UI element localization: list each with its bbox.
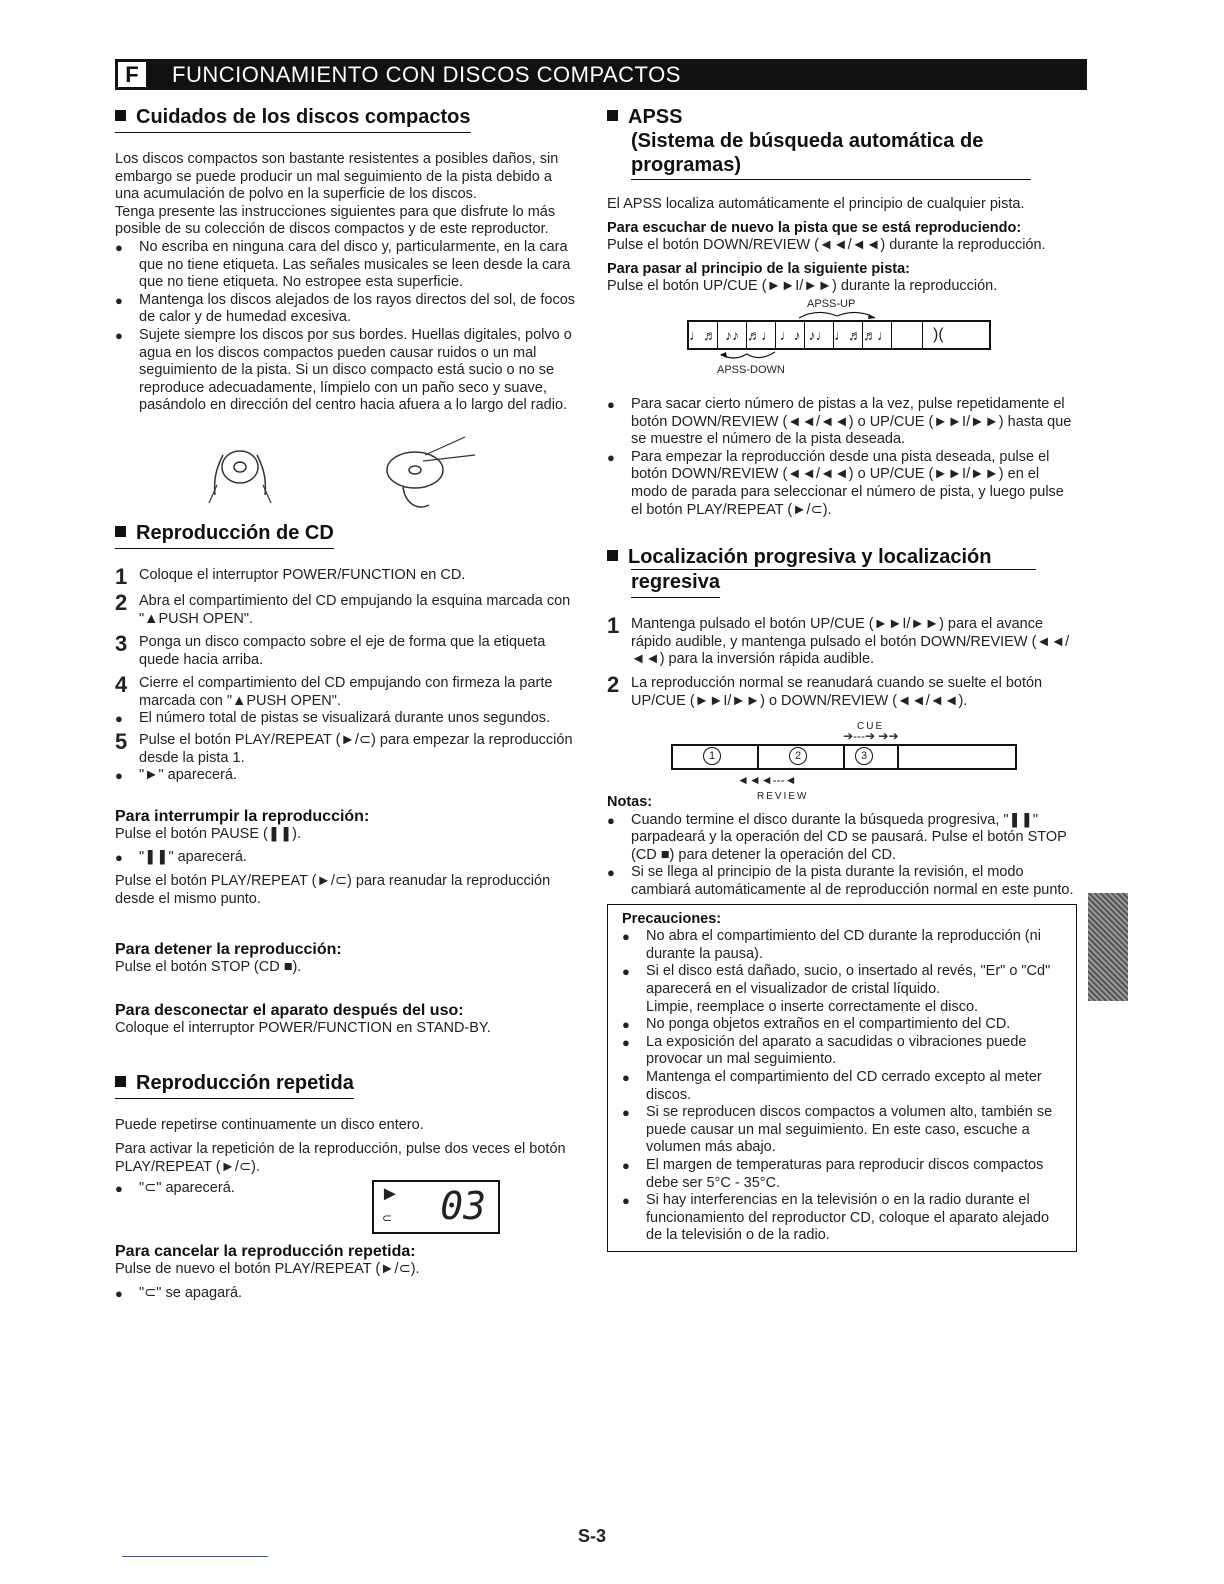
care-heading: Cuidados de los discos compactos — [115, 105, 471, 133]
list-item: ● La exposición del aparato a sacudidas o vibraciones puede provocar un mal seguimiento. — [622, 1033, 1027, 1068]
bullet-icon: ● — [622, 1034, 630, 1050]
stop-heading: Para detener la reproducción: — [115, 941, 342, 959]
cancel-repeat-line: Pulse de nuevo el botón PLAY/REPEAT (►/⊂). — [115, 1261, 420, 1278]
apss-intro: El APSS localiza automáticamente el principio de cualquier pista. — [607, 196, 1025, 212]
list-item: ● "⊂" se apagará. — [115, 1284, 243, 1301]
list-item: ● Para sacar cierto número de pistas a la vez, pulse repetidamente el botón DOWN/REVIEW (◄◄/◄◄) o UP/CUE (►►I/►►) hasta que se muestre el número de la pista deseada. — [607, 395, 1072, 448]
apss-next-heading: Para pasar al principio de la siguiente pista: — [607, 260, 910, 277]
bullet-icon: ● — [622, 1157, 630, 1173]
stop-line: Pulse el botón STOP (CD ■). — [115, 959, 302, 976]
section-letter: F — [118, 62, 146, 87]
list-item: ● "⊂" aparecerá. — [115, 1180, 235, 1197]
playback-heading: Reproducción de CD — [115, 521, 334, 549]
apss-next-line: Pulse el botón UP/CUE (►►I/►►) durante la reproducción. — [607, 278, 998, 295]
track-marker: 2 — [789, 747, 807, 765]
list-item: ● Si se reproducen discos compactos a volumen alto, también se puede causar un mal seguimiento. En este caso, escuche a volumen más abajo. — [622, 1104, 1053, 1156]
pause-line: Pulse el botón PAUSE (❚❚). — [115, 825, 302, 842]
square-bullet-icon — [607, 550, 618, 561]
search-subtitle: regresiva — [631, 570, 720, 598]
list-item: ● Si se llega al principio de la pista durante la revisión, el modo cambiará automáticamente al de reproducción normal en este punto. — [607, 864, 1074, 899]
disconnect-line: Coloque el interruptor POWER/FUNCTION en STAND-BY. — [115, 1019, 491, 1036]
list-item: ● No ponga objetos extraños en el compartimiento del CD. — [622, 1016, 1011, 1033]
bullet-icon: ● — [115, 1285, 123, 1301]
apss-up-label: APSS-UP — [807, 297, 856, 310]
repeat-line-2: Para activar la repetición de la reproducción, pulse dos veces el botón PLAY/REPEAT (►/⊂). — [115, 1141, 566, 1175]
list-item: ● El número total de pistas se visualizará durante unos segundos. — [115, 710, 551, 727]
square-bullet-icon — [115, 110, 126, 121]
apss-up-arrow-icon — [797, 308, 877, 320]
track-marker: 3 — [855, 747, 873, 765]
list-item: ● No abra el compartimiento del CD durante la reproducción (ni durante la pausa). — [622, 928, 1041, 962]
bullet-icon: ● — [607, 449, 615, 465]
bullet-icon: ● — [115, 239, 123, 255]
step-item: 1 Coloque el interruptor POWER/FUNCTION en CD. — [115, 563, 466, 589]
music-note-icon: ♪♩ — [805, 322, 834, 348]
review-label: REVIEW — [757, 791, 809, 803]
notes-heading: Notas: — [607, 794, 653, 811]
section-title: FUNCIONAMIENTO CON DISCOS COMPACTOS — [172, 61, 681, 87]
clean-note: Limpie, reemplace o inserte correctamente el disco. — [646, 998, 979, 1015]
step-item: 2 Abra el compartimiento del CD empujando la esquina marcada con "▲PUSH OPEN". — [115, 589, 571, 627]
list-item: ● Si el disco está dañado, sucio, o insertado al revés, "Er" o "Cd" aparecerá en el visualizador de cristal líquido. — [622, 963, 1051, 998]
bullet-icon: ● — [115, 327, 123, 343]
bullet-icon: ● — [607, 865, 615, 881]
music-note-icon: ♪♪ — [718, 322, 747, 348]
bullet-icon: ● — [607, 396, 615, 412]
play-icon: ► — [380, 1183, 400, 1206]
step-item: 4 Cierre el compartimiento del CD empujando con firmeza la parte marcada con "▲PUSH OPEN". — [115, 672, 553, 709]
music-note-icon: ♬♩ — [863, 322, 892, 348]
list-item: ● Mantenga los discos alejados de los rayos directos del sol, de focos de calor y de humedad excesiva. — [115, 291, 576, 326]
list-item: ● No escriba en ninguna cara del disco y, particularmente, en la cara que no tiene etiqueta. Las señales musicales se leen desde la cara que no tiene etiqueta. No estropee esta superficie. — [115, 238, 571, 291]
list-item: ● Cuando termine el disco durante la búsqueda progresiva, "❚❚" parpadeará y la operación del CD se pausará. Pulse el botón STOP (CD ■) para detener la operación del CD. — [607, 811, 1067, 863]
square-bullet-icon — [607, 110, 618, 121]
step-item: 1 Mantenga pulsado el botón UP/CUE (►►I/►►) para el avance rápido audible, y mantenga pulsado el botón DOWN/REVIEW (◄◄/◄◄) para la inversión rápida audible. — [607, 613, 1070, 668]
pause-heading: Para interrumpir la reproducción: — [115, 807, 370, 825]
list-item: ● Mantenga el compartimiento del CD cerrado excepto al meter discos. — [622, 1069, 1042, 1103]
repeat-icon: ⊂ — [382, 1211, 393, 1226]
step-item: 2 La reproducción normal se reanudará cuando se suelte el botón UP/CUE (►►I/►►) o DOWN/REVIEW (◄◄/◄◄). — [607, 671, 1043, 709]
right-column — [607, 105, 1077, 1252]
search-heading: Localización progresiva y localización — [607, 545, 991, 569]
bullet-icon: ● — [607, 812, 615, 828]
list-item: ● El margen de temperaturas para reproducir discos compactos debe ser 5°C - 35°C. — [622, 1156, 1044, 1191]
care-intro-1: Los discos compactos son bastante resistentes a posibles daños, sin embargo se puede producir un mal seguimiento de la pista debido a una acumulación de polvo en la superficie de los discos. — [115, 151, 559, 203]
disconnect-heading: Para desconectar el aparato después del uso: — [115, 1001, 464, 1019]
music-note-icon: ♬♩ — [747, 322, 776, 348]
repeat-display — [372, 1180, 500, 1234]
repeat-heading: Reproducción repetida — [115, 1071, 354, 1099]
cue-arrow-icon: ➔---➔ ➔➔ — [843, 729, 899, 744]
list-item: ● Sujete siempre los discos por sus bordes. Huellas digitales, polvo o agua en los discos compactos pueden causar ruidos o un mal seguimiento de la pista. Si un disco compacto está sucio o no se reproduce adecuadamente, límpielo con un paño seco y suave, pasándolo en dirección del centro hacia afuera a lo largo del radio. — [115, 326, 572, 414]
apss-subtitle: (Sistema de búsqueda automática de programas) — [631, 130, 984, 176]
music-note-icon: ♩♬ — [834, 322, 863, 348]
apss-replay-line: Pulse el botón DOWN/REVIEW (◄◄/◄◄) durante la reproducción. — [607, 237, 1046, 254]
apss-replay-heading: Para escuchar de nuevo la pista que se está reproduciendo: — [607, 219, 1022, 236]
bullet-icon: ● — [622, 929, 630, 945]
apss-down-arrow-icon — [717, 350, 777, 362]
bullet-icon: ● — [115, 292, 123, 308]
list-item: ● "❚❚" aparecerá. — [115, 849, 247, 866]
list-item: ● Para empezar la reproducción desde una pista deseada, pulse el botón DOWN/REVIEW (◄◄/◄◄) o UP/CUE (►►I/►►) en el modo de parada para seleccionar el número de pista, y luego pulse el botón PLAY/REPEAT (►/⊂). — [607, 448, 1064, 518]
bullet-icon: ● — [622, 1105, 630, 1121]
repeat-line-1: Puede repetirse continuamente un disco entero. — [115, 1117, 424, 1134]
cue-label: CUE — [857, 721, 885, 733]
precautions-box — [607, 904, 1077, 1252]
step-item: 3 Ponga un disco compacto sobre el eje de forma que la etiqueta quede hacia arriba. — [115, 631, 546, 668]
bullet-icon: ● — [115, 1181, 123, 1197]
break-icon: )( — [933, 325, 944, 343]
footer-rule — [122, 1556, 268, 1557]
music-note-icon: ♩♬ — [689, 322, 718, 348]
apss-track-strip — [687, 320, 991, 350]
review-arrow-icon: ◄◄◄---◄ — [737, 773, 797, 788]
pause-resume-line: Pulse el botón PLAY/REPEAT (►/⊂) para reanudar la reproducción desde el mismo punto. — [115, 873, 551, 907]
precautions-heading: Precauciones: — [622, 910, 722, 927]
section-header — [115, 59, 1087, 90]
apss-heading: APSS — [607, 105, 682, 129]
cue-track-strip — [671, 744, 1017, 770]
track-number-display: 03 — [440, 1184, 486, 1229]
cd-handling-illustrations — [195, 425, 580, 515]
care-intro-2: Tenga presente las instrucciones siguientes para que disfrute lo más posible de su colección de discos compactos y de este reproductor. — [115, 203, 556, 238]
page-number: S-3 — [578, 1526, 607, 1546]
list-item: ● "►" aparecerá. — [115, 767, 237, 784]
disc-cleaning-icon — [355, 425, 495, 515]
square-bullet-icon — [115, 526, 126, 537]
bullet-icon: ● — [622, 964, 630, 980]
cancel-repeat-heading: Para cancelar la reproducción repetida: — [115, 1243, 416, 1261]
music-note-icon: ♩♪ — [776, 322, 805, 348]
bullet-icon: ● — [622, 1070, 630, 1085]
bullet-icon: ● — [622, 1017, 630, 1033]
disc-held-by-edges-icon — [195, 425, 285, 515]
bullet-icon: ● — [622, 1193, 630, 1209]
step-item: 5 Pulse el botón PLAY/REPEAT (►/⊂) para empezar la reproducción desde la pista 1. — [115, 729, 573, 766]
cue-review-diagram — [671, 716, 1077, 812]
bullet-icon: ● — [115, 850, 123, 866]
square-bullet-icon — [115, 1076, 126, 1087]
list-item: ● Si hay interferencias en la televisión o en la radio durante el funcionamiento del reproductor CD, coloque el aparato alejado de la televisión o de la radio. — [622, 1192, 1050, 1244]
left-column — [115, 105, 580, 1302]
apss-down-label: APSS-DOWN — [717, 363, 785, 376]
track-marker: 1 — [703, 747, 721, 765]
apss-diagram — [687, 296, 1077, 396]
side-tab-marker — [1088, 893, 1128, 1001]
